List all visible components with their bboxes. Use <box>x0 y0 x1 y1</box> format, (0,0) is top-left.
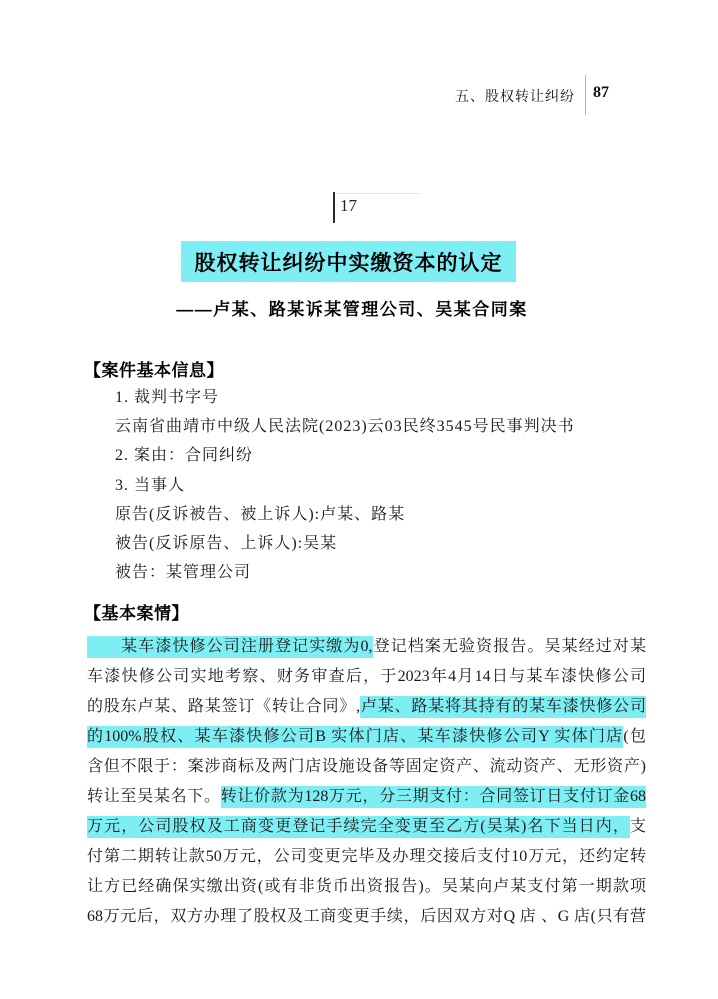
paragraph-line <box>87 692 646 722</box>
paragraph-line <box>87 632 646 662</box>
page-number: 87 <box>593 84 609 101</box>
highlighted-text: 的100%股权、某车漆快修公司B 实体门店、某车漆快修公司Y 实体门店 <box>87 726 623 748</box>
marker-vertical-rule <box>333 192 335 223</box>
highlighted-text: 卢某、路某将其持有的某车漆快修公司 <box>360 696 646 718</box>
body-text: 付第二期转让款50万元，公司变更完毕及办理交接后支付10万元，还约定转 <box>87 848 646 865</box>
paragraph-line <box>87 842 646 872</box>
body-text: (包 <box>623 728 646 745</box>
case-info-list <box>115 383 635 587</box>
paragraph-line <box>87 872 646 902</box>
case-info-item: 3. 当事人 <box>115 476 186 494</box>
case-info-item: 2. 案由：合同纠纷 <box>115 447 254 465</box>
body-text: 转让至吴某名下。 <box>87 788 221 805</box>
body-text: 让方已经确保实缴出资(或有非货币出资报告)。吴某向卢某支付第一期款项 <box>87 878 646 895</box>
chapter-label: 五、股权转让纠纷 <box>455 88 575 104</box>
case-index-number: 17 <box>340 196 357 215</box>
case-subtitle: ——卢某、路某诉某管理公司、吴某合同案 <box>176 300 528 319</box>
body-text: 的股东卢某、路某签订《转让合同》, <box>87 698 361 715</box>
body-text: 支 <box>629 818 646 835</box>
paragraph-line <box>87 662 646 692</box>
paragraph-line <box>87 902 646 932</box>
case-info-item: 被告：某管理公司 <box>115 564 252 582</box>
body-text: 车漆快修公司实地考察、财务审查后，于2023年4月14日与某车漆快修公司 <box>87 668 646 685</box>
section-heading-facts: 【基本案情】 <box>84 604 189 623</box>
paragraph-line <box>87 722 646 752</box>
section-heading-case-info: 【案件基本信息】 <box>84 361 224 380</box>
facts-paragraph <box>87 632 646 932</box>
paragraph-line <box>87 812 646 842</box>
case-info-item: 被告(反诉原告、上诉人):吴某 <box>115 534 338 552</box>
case-title: 股权转让纠纷中实缴资本的认定 <box>194 251 503 275</box>
case-title-highlight-band <box>181 241 516 282</box>
paragraph-line <box>87 782 646 812</box>
marker-horizontal-rule <box>335 193 421 194</box>
paragraph-line <box>87 752 646 782</box>
case-info-item: 原告(反诉被告、被上诉人):卢某、路某 <box>115 505 406 523</box>
running-head <box>0 84 718 124</box>
highlighted-text: 转让价款为128万元，分三期支付：合同签订日支付订金68 <box>221 786 646 808</box>
case-info-item: 1. 裁判书字号 <box>115 389 220 406</box>
highlighted-text: 万元，公司股权及工商变更登记手续完全变更至乙方(吴某)名下当日内， <box>87 816 630 838</box>
body-text: 含但不限于：案涉商标及两门店设施设备等固定资产、流动资产、无形资产) <box>87 758 646 775</box>
body-text: 登记档案无验资报告。吴某经过对某 <box>372 638 646 655</box>
highlighted-text: 某车漆快修公司注册登记实缴为0, <box>87 636 373 658</box>
case-info-item: 云南省曲靖市中级人民法院(2023)云03民终3545号民事判决书 <box>115 418 575 436</box>
body-text: 68万元后，双方办理了股权及工商变更手续，后因双方对Q 店 、G 店(只有营 <box>87 908 646 925</box>
header-divider-line <box>585 75 586 115</box>
